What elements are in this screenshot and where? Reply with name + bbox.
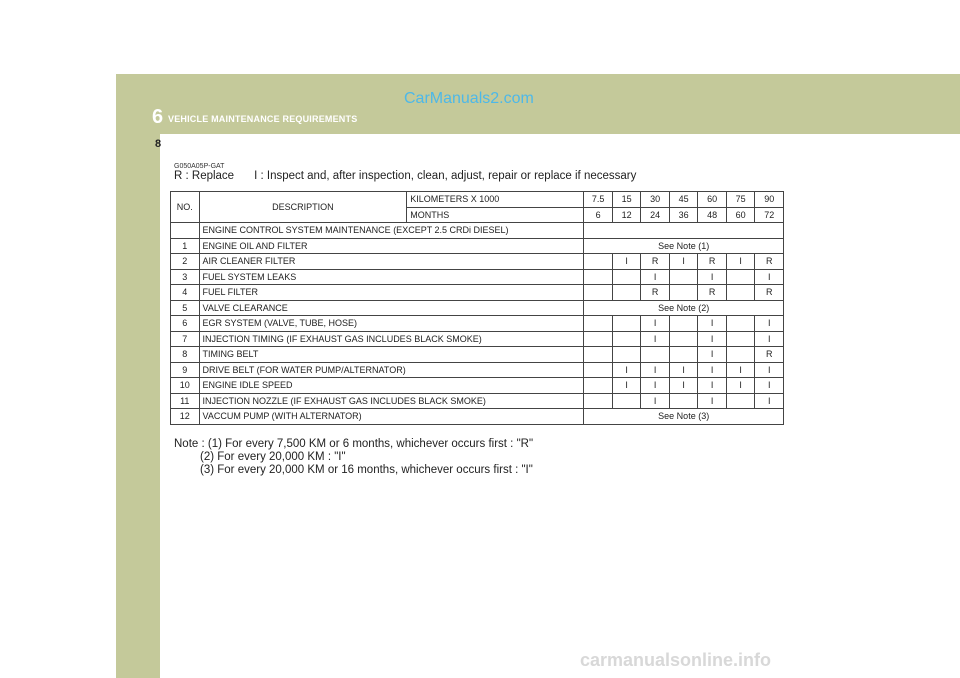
interval-cell: R xyxy=(698,254,727,270)
interval-cell: I xyxy=(669,378,698,394)
table-row xyxy=(171,300,784,316)
interval-cell: I xyxy=(641,331,670,347)
chapter-number: 6 xyxy=(152,106,164,128)
interval-cell: R xyxy=(755,347,784,363)
chapter-title: VEHICLE MAINTENANCE REQUIREMENTS xyxy=(168,114,358,124)
interval-cell: R xyxy=(698,285,727,301)
row-description: DRIVE BELT (FOR WATER PUMP/ALTERNATOR) xyxy=(199,362,584,378)
interval-cell xyxy=(726,393,755,409)
section-row xyxy=(171,223,784,239)
interval-cell xyxy=(584,362,613,378)
interval-cell: I xyxy=(755,378,784,394)
watermark-top[interactable]: CarManuals2.com xyxy=(404,90,534,107)
km-value: 30 xyxy=(641,192,670,208)
interval-cell xyxy=(612,316,641,332)
section-title: ENGINE CONTROL SYSTEM MAINTENANCE (EXCEPT 2.5 CRDi DIESEL) xyxy=(199,223,584,239)
table-row xyxy=(171,285,784,301)
row-description: VACCUM PUMP (WITH ALTERNATOR) xyxy=(199,409,584,425)
row-number: 7 xyxy=(171,331,200,347)
interval-cell: I xyxy=(641,269,670,285)
month-value: 36 xyxy=(669,207,698,223)
interval-cell: I xyxy=(726,378,755,394)
section-blank xyxy=(584,223,784,239)
row-number: 6 xyxy=(171,316,200,332)
row-description: INJECTION NOZZLE (IF EXHAUST GAS INCLUDES BLACK SMOKE) xyxy=(199,393,584,409)
km-value: 75 xyxy=(726,192,755,208)
row-description: ENGINE OIL AND FILTER xyxy=(199,238,584,254)
interval-cell: I xyxy=(698,316,727,332)
maintenance-table xyxy=(170,191,784,425)
note-line-1: Note : (1) For every 7,500 KM or 6 months, whichever occurs first : "R" xyxy=(174,438,534,450)
interval-cell xyxy=(584,331,613,347)
note-line-3: (3) For every 20,000 KM or 16 months, whichever occurs first : "I" xyxy=(200,464,533,476)
table-row xyxy=(171,362,784,378)
note-line-2: (2) For every 20,000 KM : "I" xyxy=(200,451,346,463)
interval-cell xyxy=(669,347,698,363)
row-number: 4 xyxy=(171,285,200,301)
month-value: 6 xyxy=(584,207,613,223)
interval-cell: I xyxy=(612,362,641,378)
interval-cell xyxy=(726,331,755,347)
interval-cell: I xyxy=(641,316,670,332)
row-number: 11 xyxy=(171,393,200,409)
row-note: See Note (2) xyxy=(584,300,784,316)
month-value: 12 xyxy=(612,207,641,223)
interval-cell xyxy=(669,393,698,409)
row-note: See Note (1) xyxy=(584,238,784,254)
table-row xyxy=(171,316,784,332)
row-number: 12 xyxy=(171,409,200,425)
interval-cell xyxy=(612,331,641,347)
month-value: 60 xyxy=(726,207,755,223)
interval-cell: I xyxy=(641,362,670,378)
interval-cell xyxy=(726,269,755,285)
row-description: VALVE CLEARANCE xyxy=(199,300,584,316)
interval-cell: I xyxy=(669,362,698,378)
row-description: FUEL FILTER xyxy=(199,285,584,301)
interval-cell xyxy=(726,316,755,332)
interval-cell: I xyxy=(641,393,670,409)
interval-cell xyxy=(612,269,641,285)
interval-cell: I xyxy=(698,378,727,394)
row-description: ENGINE IDLE SPEED xyxy=(199,378,584,394)
interval-cell xyxy=(726,347,755,363)
notes xyxy=(174,438,533,477)
interval-cell xyxy=(669,331,698,347)
interval-cell xyxy=(612,393,641,409)
interval-cell: R xyxy=(641,254,670,270)
row-number: 9 xyxy=(171,362,200,378)
interval-cell: R xyxy=(755,285,784,301)
interval-cell xyxy=(584,316,613,332)
header-bar xyxy=(116,74,960,134)
table-row xyxy=(171,347,784,363)
interval-cell: I xyxy=(755,331,784,347)
table-row xyxy=(171,393,784,409)
table-body xyxy=(171,192,784,425)
interval-cell: I xyxy=(698,347,727,363)
interval-cell: I xyxy=(755,316,784,332)
interval-cell xyxy=(584,393,613,409)
section-no xyxy=(171,223,200,239)
interval-cell xyxy=(726,285,755,301)
header-row-km xyxy=(171,192,784,208)
interval-cell xyxy=(584,285,613,301)
interval-cell: I xyxy=(755,393,784,409)
row-description: FUEL SYSTEM LEAKS xyxy=(199,269,584,285)
row-number: 5 xyxy=(171,300,200,316)
table-row xyxy=(171,269,784,285)
interval-cell: I xyxy=(641,378,670,394)
row-number: 2 xyxy=(171,254,200,270)
km-value: 7.5 xyxy=(584,192,613,208)
km-value: 60 xyxy=(698,192,727,208)
months-label: MONTHS xyxy=(407,207,584,223)
interval-cell: I xyxy=(698,362,727,378)
legend-replace: R : Replace xyxy=(174,170,235,182)
table-row xyxy=(171,238,784,254)
row-number: 8 xyxy=(171,347,200,363)
km-value: 15 xyxy=(612,192,641,208)
interval-cell: I xyxy=(612,254,641,270)
table-row xyxy=(171,331,784,347)
side-bar xyxy=(116,134,160,678)
document-code: G050A05P-GAT xyxy=(174,163,225,170)
interval-cell xyxy=(669,285,698,301)
interval-cell xyxy=(584,378,613,394)
row-number: 1 xyxy=(171,238,200,254)
interval-cell xyxy=(584,269,613,285)
interval-cell xyxy=(584,254,613,270)
interval-cell xyxy=(641,347,670,363)
interval-cell: R xyxy=(755,254,784,270)
table-row xyxy=(171,378,784,394)
interval-cell: I xyxy=(698,269,727,285)
legend-inspect: I : Inspect and, after inspection, clean, adjust, repair or replace if necessary xyxy=(254,170,637,182)
interval-cell xyxy=(612,347,641,363)
interval-cell: I xyxy=(698,393,727,409)
row-description: INJECTION TIMING (IF EXHAUST GAS INCLUDES BLACK SMOKE) xyxy=(199,331,584,347)
interval-cell xyxy=(612,285,641,301)
legend xyxy=(174,170,636,182)
km-value: 45 xyxy=(669,192,698,208)
desc-header: DESCRIPTION xyxy=(199,192,407,223)
interval-cell xyxy=(669,316,698,332)
interval-cell: I xyxy=(755,362,784,378)
interval-cell: R xyxy=(641,285,670,301)
interval-cell xyxy=(669,269,698,285)
interval-cell: I xyxy=(755,269,784,285)
km-value: 90 xyxy=(755,192,784,208)
interval-cell: I xyxy=(612,378,641,394)
row-description: EGR SYSTEM (VALVE, TUBE, HOSE) xyxy=(199,316,584,332)
month-value: 48 xyxy=(698,207,727,223)
month-value: 72 xyxy=(755,207,784,223)
month-value: 24 xyxy=(641,207,670,223)
interval-cell: I xyxy=(669,254,698,270)
row-description: TIMING BELT xyxy=(199,347,584,363)
interval-cell: I xyxy=(698,331,727,347)
row-number: 10 xyxy=(171,378,200,394)
table-row xyxy=(171,409,784,425)
no-header: NO. xyxy=(171,192,200,223)
row-note: See Note (3) xyxy=(584,409,784,425)
watermark-bottom[interactable]: carmanualsonline.info xyxy=(580,650,772,670)
interval-cell: I xyxy=(726,362,755,378)
km-label: KILOMETERS X 1000 xyxy=(407,192,584,208)
table-row xyxy=(171,254,784,270)
interval-cell: I xyxy=(726,254,755,270)
interval-cell xyxy=(584,347,613,363)
row-description: AIR CLEANER FILTER xyxy=(199,254,584,270)
row-number: 3 xyxy=(171,269,200,285)
page-number: 8 xyxy=(155,138,162,150)
